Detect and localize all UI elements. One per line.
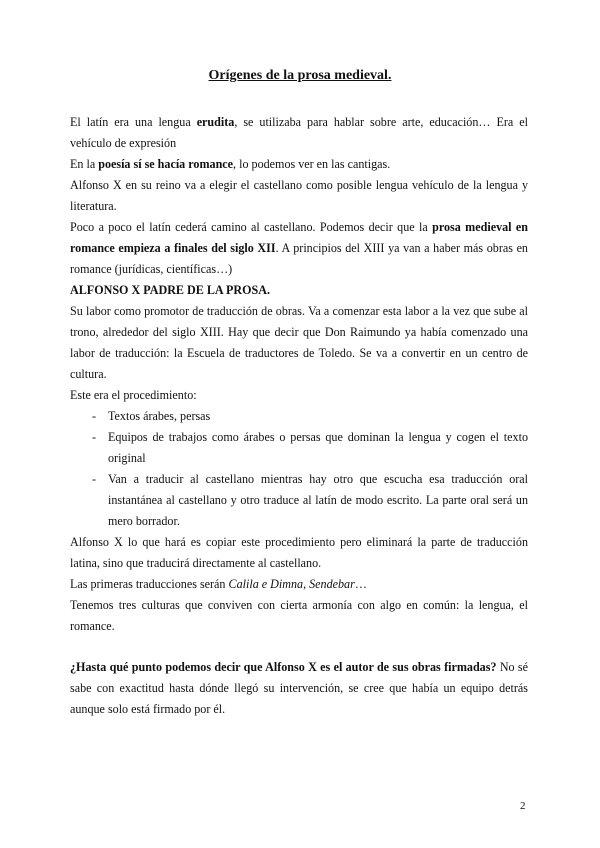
list-item: - Equipos de trabajos como árabes o persas que dominan la lengua y cogen el texto original <box>92 427 528 469</box>
p8-text-e: … <box>354 577 367 591</box>
p10-text-b: No sé sabe con exactitud hasta dónde llegó su intervención, se cree que había un equipo detrás aunque solo está firmado por él. <box>70 660 528 716</box>
paragraph-labor: Su labor como promotor de traducción de obras. Va a comenzar esta labor a la vez que sube al trono, alrededor del siglo XIII. Hay que decir que Don Raimundo ya había comenzado una labor de traducción: la Escuela de traductores de Toledo. Se va a convertir en un centro de cultura. <box>70 304 528 381</box>
p2-text-c: , lo podemos ver en las cantigas. <box>233 157 391 171</box>
paragraph-alfonso-reino: Alfonso X en su reino va a elegir el castellano como posible lengua vehículo de la lengua y literatura. <box>70 178 528 213</box>
p8-italic-calila: Calila e Dimna <box>228 577 304 591</box>
paragraph-copiar: Alfonso X lo que hará es copiar este procedimiento pero eliminará la parte de traducción latina, sino que traducirá directamente al castellano. <box>70 535 528 570</box>
document-title: Orígenes de la prosa medieval. <box>208 68 392 83</box>
paragraph-autor <box>70 657 528 720</box>
p1-bold: erudita <box>196 115 235 129</box>
blank-line <box>70 637 528 657</box>
paragraph-poesia <box>70 154 528 175</box>
p2-text-a: En la <box>70 157 99 171</box>
document-body <box>70 112 528 720</box>
paragraph-traducciones <box>70 574 528 595</box>
p8-italic-sendebar: Sendebar <box>309 577 355 591</box>
p4-bold: prosa medieval en romance empieza a finales del siglo XII <box>70 220 528 255</box>
paragraph-latin <box>70 112 528 154</box>
p4-text-c: . A principios del XIII ya van a haber más obras en romance (jurídicas, científicas…) <box>70 241 528 276</box>
p8-text-c: , <box>303 577 310 591</box>
p2-bold: poesía sí se hacía romance <box>98 157 234 171</box>
paragraph-culturas: Tenemos tres culturas que conviven con cierta armonía con algo en común: la lengua, el romance. <box>70 598 528 633</box>
p1-text-a: El latín era una lengua <box>70 115 197 129</box>
p1-text-c: , se utilizaba para hablar sobre arte, educación… Era el vehículo de expresión <box>70 115 528 150</box>
list-item: - Van a traducir al castellano mientras hay otro que escucha esa traducción oral instantánea al castellano y otro traduce al latín de modo escrito. La parte oral será un mero borrador. <box>92 469 528 532</box>
section-heading: ALFONSO X PADRE DE LA PROSA. <box>70 283 271 297</box>
list-item: - Textos árabes, persas <box>92 406 528 427</box>
procedure-list <box>70 406 528 532</box>
p8-text-a: Las primeras traducciones serán <box>70 577 229 591</box>
p10-bold-question: ¿Hasta qué punto podemos decir que Alfonso X es el autor de sus obras firmadas? <box>70 660 497 674</box>
page-number: 2 <box>520 800 526 812</box>
paragraph-prosa-medieval <box>70 217 528 280</box>
paragraph-procedimiento: Este era el procedimiento: <box>70 388 197 402</box>
p4-text-a: Poco a poco el latín cederá camino al castellano. Podemos decir que la <box>70 220 433 234</box>
